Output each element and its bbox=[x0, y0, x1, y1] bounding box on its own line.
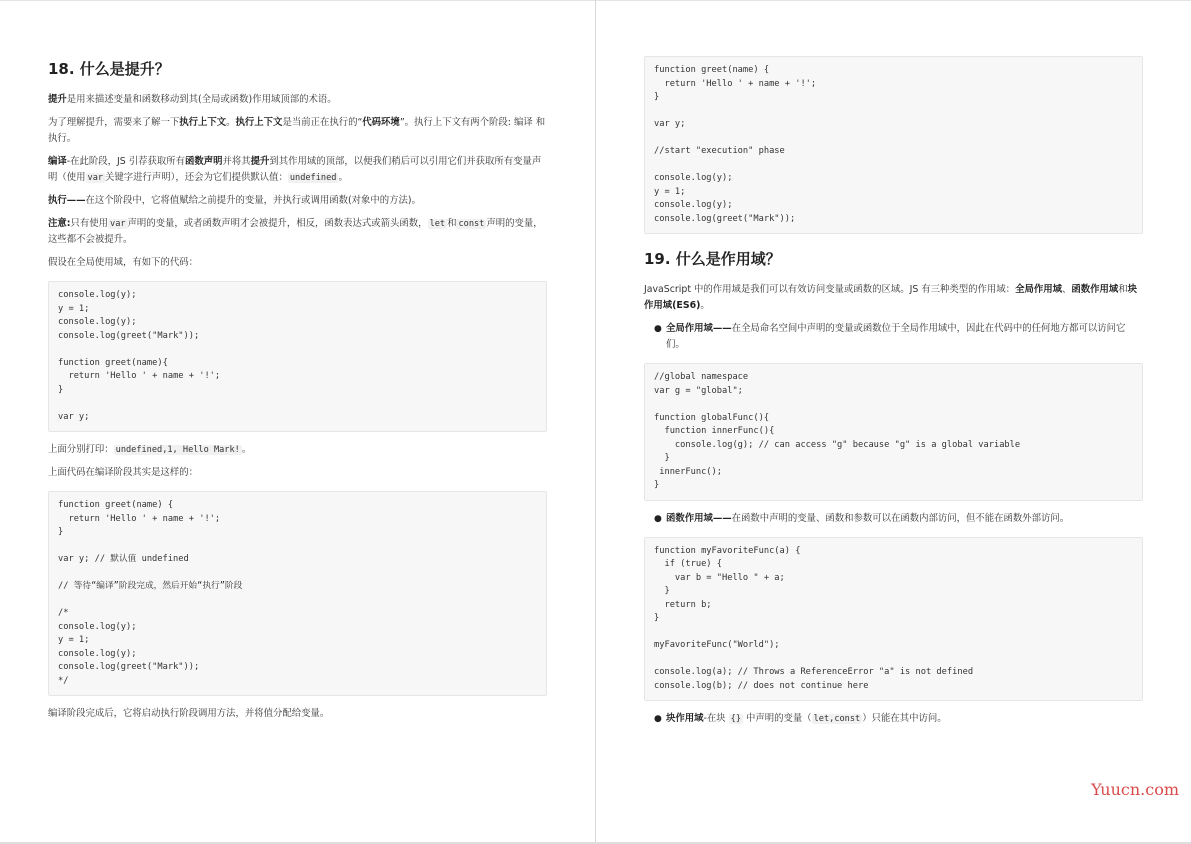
text: 声明的变量，这些都不会被提升。 bbox=[48, 218, 543, 245]
scope-list-global bbox=[644, 321, 1143, 353]
bullet-icon: ● bbox=[654, 714, 662, 724]
code-block-function-scope: function myFavoriteFunc(a) { if (true) { var b = "Hello " + a; } return b; } myFavoriteFunc("World"); console.log(a); // Throws a ReferenceError "a" is not defined console.log(b); // does not continue here bbox=[644, 537, 1143, 702]
text: 。 bbox=[66, 133, 77, 144]
left-page bbox=[0, 0, 595, 844]
inline-code: {} bbox=[730, 714, 741, 724]
inline-code: undefined,1, Hello Mark! bbox=[115, 445, 240, 455]
inline-code: const bbox=[458, 219, 485, 229]
bold-term: 执行上下文 bbox=[179, 117, 227, 128]
paragraph-hoisting-definition bbox=[48, 92, 547, 108]
text: JavaScript 中的作用域是我们可以有效访问变量或函数的区域。JS 有三种类型的作用域： bbox=[644, 284, 1016, 295]
right-page bbox=[596, 0, 1191, 844]
paragraph-execution-context bbox=[48, 115, 547, 147]
inline-code: let bbox=[429, 219, 446, 229]
bold-term: 提升 bbox=[48, 94, 67, 105]
bold-term: 提升 bbox=[250, 156, 270, 167]
bold-term: 块作用域(ES6) bbox=[644, 284, 1138, 311]
text: -在此阶段，JS 引荐获取所有 bbox=[66, 156, 185, 167]
text: 关键字进行声明），还会为它们提供默认值： bbox=[105, 172, 288, 183]
bold-term: 执行上下文 bbox=[235, 117, 283, 128]
scope-list-function bbox=[644, 511, 1143, 527]
bold-term: 函数作用域 bbox=[1071, 284, 1119, 295]
list-item-global-scope bbox=[654, 321, 1143, 353]
text: 。 bbox=[338, 172, 348, 183]
text: -在块 bbox=[703, 713, 726, 724]
text: 上面分别打印： bbox=[48, 444, 114, 455]
code-block-hoisting-example: console.log(y); y = 1; console.log(y); console.log(greet("Mark")); function greet(name){ return 'Hello ' + name + '!'; } var y; bbox=[48, 281, 547, 432]
text: 中声明的变量（ bbox=[745, 713, 812, 724]
text: 和 bbox=[447, 218, 457, 229]
text: 是用来描述变量和函数移动到其(全局或函数)作用域顶部的术语。 bbox=[66, 94, 337, 105]
inline-code: var bbox=[87, 173, 104, 183]
text: 。 bbox=[241, 444, 252, 455]
text: 并将其 bbox=[222, 156, 251, 167]
paragraph-output bbox=[48, 442, 547, 458]
bold-term: 函数作用域—— bbox=[666, 512, 732, 524]
text: 和 bbox=[535, 117, 546, 128]
text: 。 bbox=[700, 300, 710, 311]
code-block-compiled: function greet(name) { return 'Hello ' + name + '!'; } var y; // 默认值 undefined // 等待“编译”阶段完成，然后开始“执行”阶段 /* console.log(y); y = 1; console.log(y); console.log(greet("Mark")); */ bbox=[48, 491, 547, 696]
heading-19: 19. 什么是作用域？ bbox=[644, 250, 781, 268]
text: 声明的变量，或者函数声明才会被提升，相反，函数表达式或箭头函数， bbox=[127, 218, 428, 229]
code-block-execution-phase: function greet(name) { return 'Hello ' + name + '!'; } var y; //start "execution" phase console.log(y); y = 1; console.log(y); console.log(greet("Mark")); bbox=[644, 56, 1143, 234]
bold-term: 注意: bbox=[48, 218, 71, 229]
bold-term: 全局作用域 bbox=[1015, 284, 1062, 295]
bullet-icon: ● bbox=[654, 513, 662, 524]
paragraph-compile-view: 上面代码在编译阶段其实是这样的： bbox=[48, 467, 199, 478]
bold-term: 代码环境 bbox=[362, 117, 400, 128]
text: 为了理解提升，需要来了解一下 bbox=[48, 117, 180, 128]
text: ”。执行上下文有两个阶段: bbox=[399, 117, 511, 128]
text: 在函数中声明的变量、函数和参数可以在函数内部访问，但不能在函数外部访问。 bbox=[731, 512, 1070, 524]
text: ）只能在其中访问。 bbox=[862, 713, 947, 724]
paragraph-compile-phase bbox=[48, 154, 547, 186]
text: 到其作用域的顶部，以便我们稍后可以引用它们并获取所有变量声明（使用 bbox=[48, 156, 542, 183]
paragraph-scope-intro bbox=[644, 282, 1143, 314]
paragraph-execute-phase bbox=[48, 193, 547, 209]
list-item-block-scope bbox=[654, 711, 1143, 727]
text: 。 bbox=[226, 117, 236, 128]
heading-18: 18. 什么是提升？ bbox=[48, 60, 170, 78]
text: 是当前正在执行的“ bbox=[282, 117, 363, 128]
text: 和 bbox=[1118, 284, 1128, 295]
text: 只有使用 bbox=[70, 218, 109, 229]
paragraph-after-compile: 编译阶段完成后，它将启动执行阶段调用方法，并将值分配给变量。 bbox=[48, 708, 330, 719]
bold-term: 块作用域 bbox=[666, 713, 704, 724]
paragraph-example-intro: 假设在全局使用域，有如下的代码： bbox=[48, 257, 199, 268]
list-item-function-scope bbox=[654, 511, 1143, 527]
text: 在全局命名空间中声明的变量或函数位于全局作用域中，因此在代码中的任何地方都可以访问它们。 bbox=[666, 323, 1126, 350]
text: 、 bbox=[1061, 284, 1072, 295]
code-block-global-scope: //global namespace var g = "global"; function globalFunc(){ function innerFunc(){ console.log(g); // can access "g" because "g" is a global variable } innerFunc(); } bbox=[644, 363, 1143, 501]
watermark: Yuucn.com bbox=[1091, 780, 1179, 799]
bold-term: 函数声明 bbox=[184, 156, 223, 167]
text: 执行 bbox=[48, 133, 67, 144]
text: 在这个阶段中，它将值赋给之前提升的变量，并执行或调用函数(对象中的方法)。 bbox=[85, 195, 421, 206]
bold-term: 全局作用域—— bbox=[666, 323, 732, 334]
bullet-icon: ● bbox=[654, 324, 662, 334]
text: 编译 bbox=[513, 117, 533, 128]
bold-term: 编译 bbox=[48, 156, 67, 167]
inline-code: let,const bbox=[813, 714, 861, 724]
inline-code: undefined bbox=[289, 173, 337, 183]
inline-code: var bbox=[110, 219, 126, 229]
scope-list-block bbox=[644, 711, 1143, 727]
bold-term: 执行—— bbox=[48, 195, 86, 206]
paragraph-note bbox=[48, 216, 547, 248]
